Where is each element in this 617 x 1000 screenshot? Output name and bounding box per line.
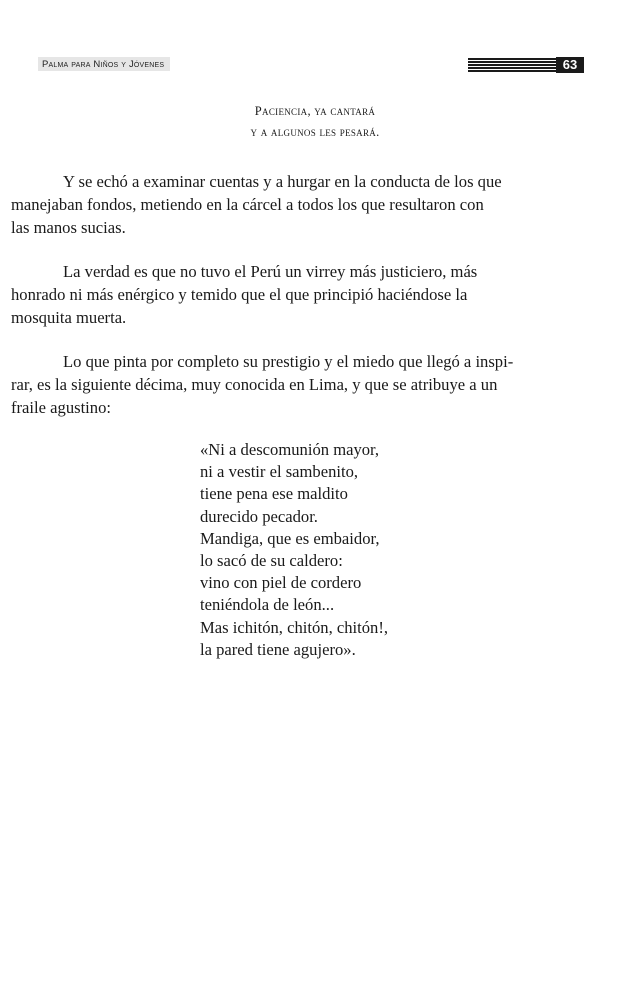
verse-line: ni a vestir el sambenito,: [200, 462, 359, 482]
paragraph-line: Y se echó a examinar cuentas y a hurgar en la conducta de los que: [63, 172, 502, 191]
epigraph-line: Paciencia, ya cantará: [254, 104, 376, 118]
paragraph: [11, 170, 586, 239]
paragraph-line: fraile agustino:: [11, 398, 111, 417]
verse-line: teniéndola de león...: [200, 595, 335, 615]
epigraph-line: y a algunos les pesará.: [250, 125, 380, 139]
header-rule: [468, 58, 556, 72]
verse-line: lo sacó de su caldero:: [200, 551, 343, 571]
running-head: Palma para Niños y Jóvenes: [38, 57, 170, 71]
page-number: 63: [556, 57, 584, 73]
paragraph: [11, 350, 586, 419]
verse-line: durecido pecador.: [200, 506, 318, 526]
paragraph-line: las manos sucias.: [11, 218, 126, 237]
verse-line: vino con piel de cordero: [200, 573, 362, 593]
epigraph: [0, 101, 617, 143]
verse-line: Mas ichitón, chitón, chitón!,: [200, 617, 389, 637]
verse-line: Mandiga, que es embaidor,: [200, 528, 380, 548]
paragraph-line: honrado ni más enérgico y temido que el que principió haciéndose la: [11, 285, 468, 304]
paragraph: [11, 260, 586, 329]
verse-line: tiene pena ese maldito: [200, 484, 348, 504]
verse-line: «Ni a descomunión mayor,: [200, 440, 380, 459]
paragraph-line: La verdad es que no tuvo el Perú un virrey más justiciero, más: [63, 262, 478, 281]
verse-line: la pared tiene agujero».: [200, 639, 356, 659]
paragraph-line: mosquita muerta.: [11, 308, 127, 327]
paragraph-line: manejaban fondos, metiendo en la cárcel a todos los que resultaron con: [11, 195, 484, 214]
verse-stanza: [200, 439, 388, 661]
page-header: [38, 54, 584, 78]
paragraph-line: rar, es la siguiente décima, muy conocida en Lima, y que se atribuye a un: [11, 375, 498, 394]
paragraph-line: Lo que pinta por completo su prestigio y el miedo que llegó a inspi-: [63, 352, 514, 371]
